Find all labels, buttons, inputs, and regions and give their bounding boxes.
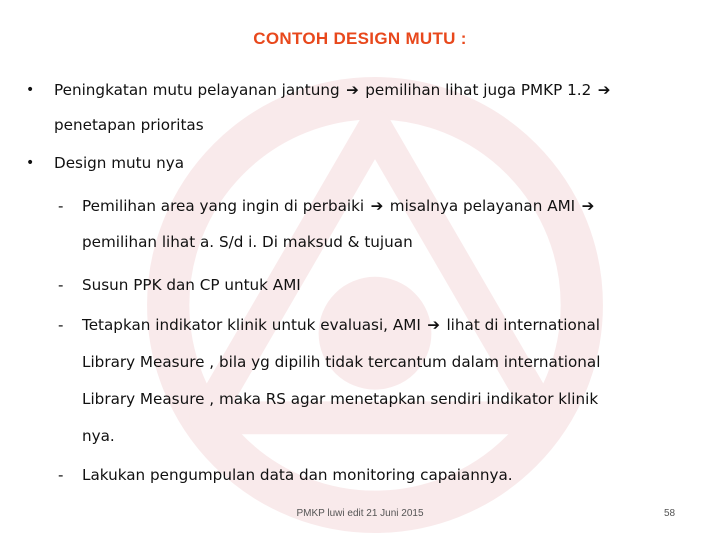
arrow-icon: ➔ bbox=[427, 316, 440, 334]
bullet-1-line-2: penetapan prioritas bbox=[54, 116, 204, 134]
subitem-1-text-b: misalnya pelayanan AMI bbox=[389, 197, 576, 215]
subitem-3-line-2: Library Measure , bila yg dipilih tidak tercantum dalam international bbox=[82, 353, 601, 371]
arrow-icon: ➔ bbox=[346, 81, 359, 99]
subitem-3-text-b: lihat di international bbox=[446, 316, 600, 334]
subitem-3-line-1 bbox=[82, 315, 600, 335]
bullet-1-text-a: Peningkatan mutu pelayanan jantung bbox=[54, 81, 340, 99]
bullet-1-text-b: pemilihan lihat juga PMKP 1.2 bbox=[365, 81, 592, 99]
bullet-2-text: Design mutu nya bbox=[54, 154, 185, 172]
arrow-icon: ➔ bbox=[597, 81, 611, 99]
slide-title: CONTOH DESIGN MUTU : bbox=[253, 29, 467, 48]
arrow-icon: ➔ bbox=[581, 197, 595, 215]
bullet-marker: • bbox=[26, 82, 35, 98]
subitem-1-line-1 bbox=[82, 196, 596, 216]
bullet-marker: • bbox=[26, 155, 35, 171]
dash-marker: - bbox=[58, 276, 64, 294]
dash-marker: - bbox=[58, 316, 64, 334]
bullet-1-line-1 bbox=[54, 80, 612, 100]
subitem-3-line-3: Library Measure , maka RS agar menetapkan sendiri indikator klinik bbox=[82, 390, 599, 408]
subitem-2-text: Susun PPK dan CP untuk AMI bbox=[82, 276, 301, 294]
footer-caption: PMKP luwi edit 21 Juni 2015 bbox=[296, 508, 424, 519]
dash-marker: - bbox=[58, 466, 64, 484]
arrow-icon: ➔ bbox=[370, 197, 384, 215]
subitem-3-text-a: Tetapkan indikator klinik untuk evaluasi, AMI bbox=[82, 316, 421, 334]
subitem-1-text-a: Pemilihan area yang ingin di perbaiki bbox=[82, 197, 365, 215]
dash-marker: - bbox=[58, 197, 64, 215]
subitem-3-line-4: nya. bbox=[82, 427, 115, 445]
page-number: 58 bbox=[664, 508, 676, 519]
subitem-1-line-2: pemilihan lihat a. S/d i. Di maksud & tujuan bbox=[82, 233, 413, 251]
subitem-4-text: Lakukan pengumpulan data dan monitoring capaiannya. bbox=[82, 466, 513, 484]
